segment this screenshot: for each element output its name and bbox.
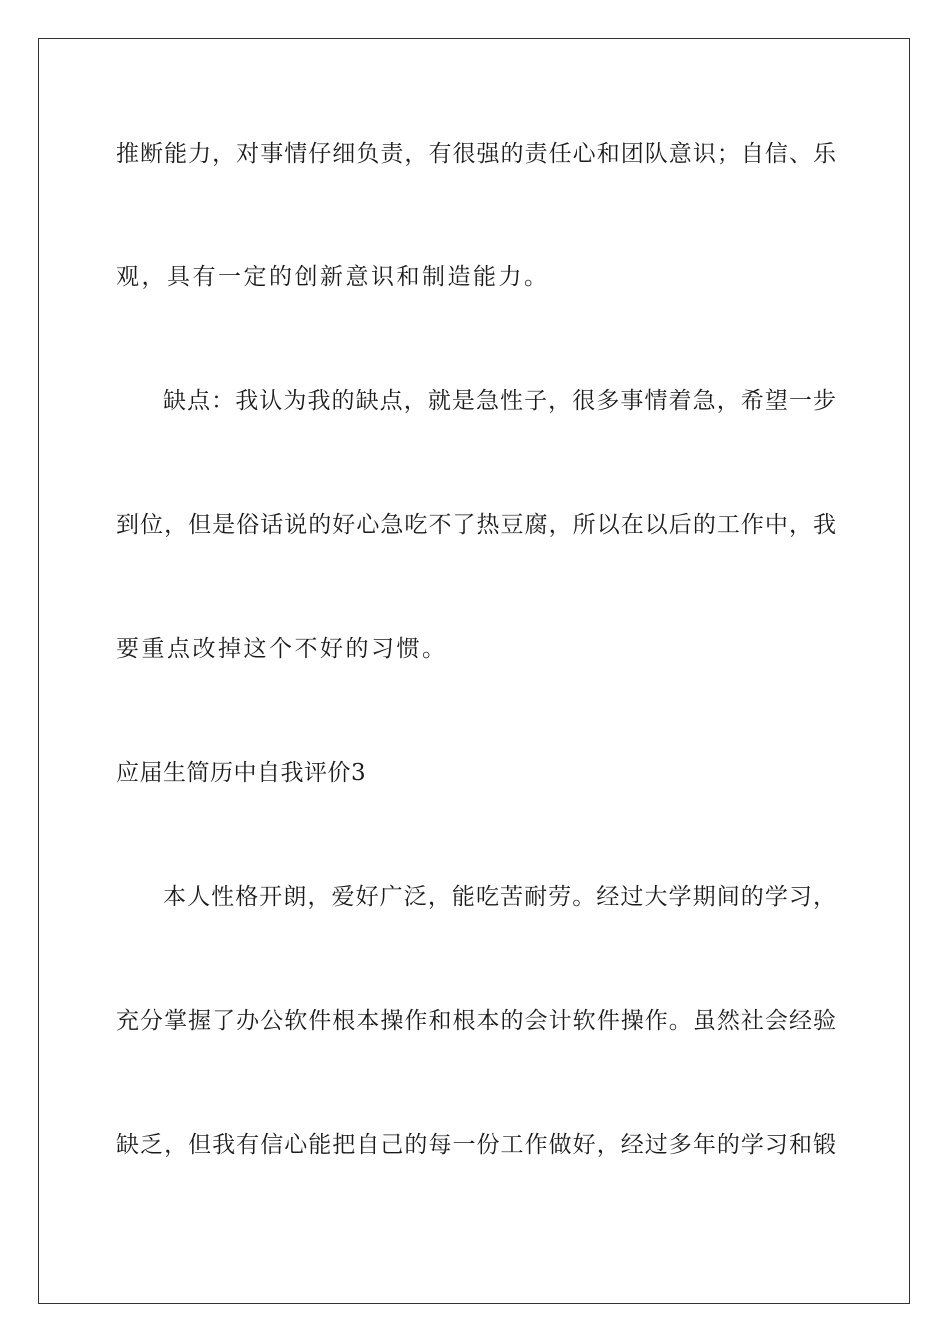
body-line-3: 缺点：我认为我的缺点，就是急性子，很多事情着急，希望一步 <box>163 388 836 414</box>
body-line-6: 本人性格开朗，爱好广泛，能吃苦耐劳。经过大学期间的学习， <box>163 884 836 910</box>
body-line-2: 观，具有一定的创新意识和制造能力。 <box>116 264 550 290</box>
body-line-5: 要重点改掉这个不好的习惯。 <box>116 636 448 662</box>
page-frame <box>38 38 910 1304</box>
body-line-8: 缺乏，但我有信心能把自己的每一份工作做好，经过多年的学习和锻 <box>116 1132 836 1158</box>
section-heading: 应届生简历中自我评价3 <box>116 760 367 786</box>
body-line-4: 到位，但是俗话说的好心急吃不了热豆腐，所以在以后的工作中，我 <box>116 512 836 538</box>
body-line-7: 充分掌握了办公软件根本操作和根本的会计软件操作。虽然社会经验 <box>116 1008 836 1034</box>
body-line-1: 推断能力，对事情仔细负责，有很强的责任心和团队意识；自信、乐 <box>116 141 836 167</box>
